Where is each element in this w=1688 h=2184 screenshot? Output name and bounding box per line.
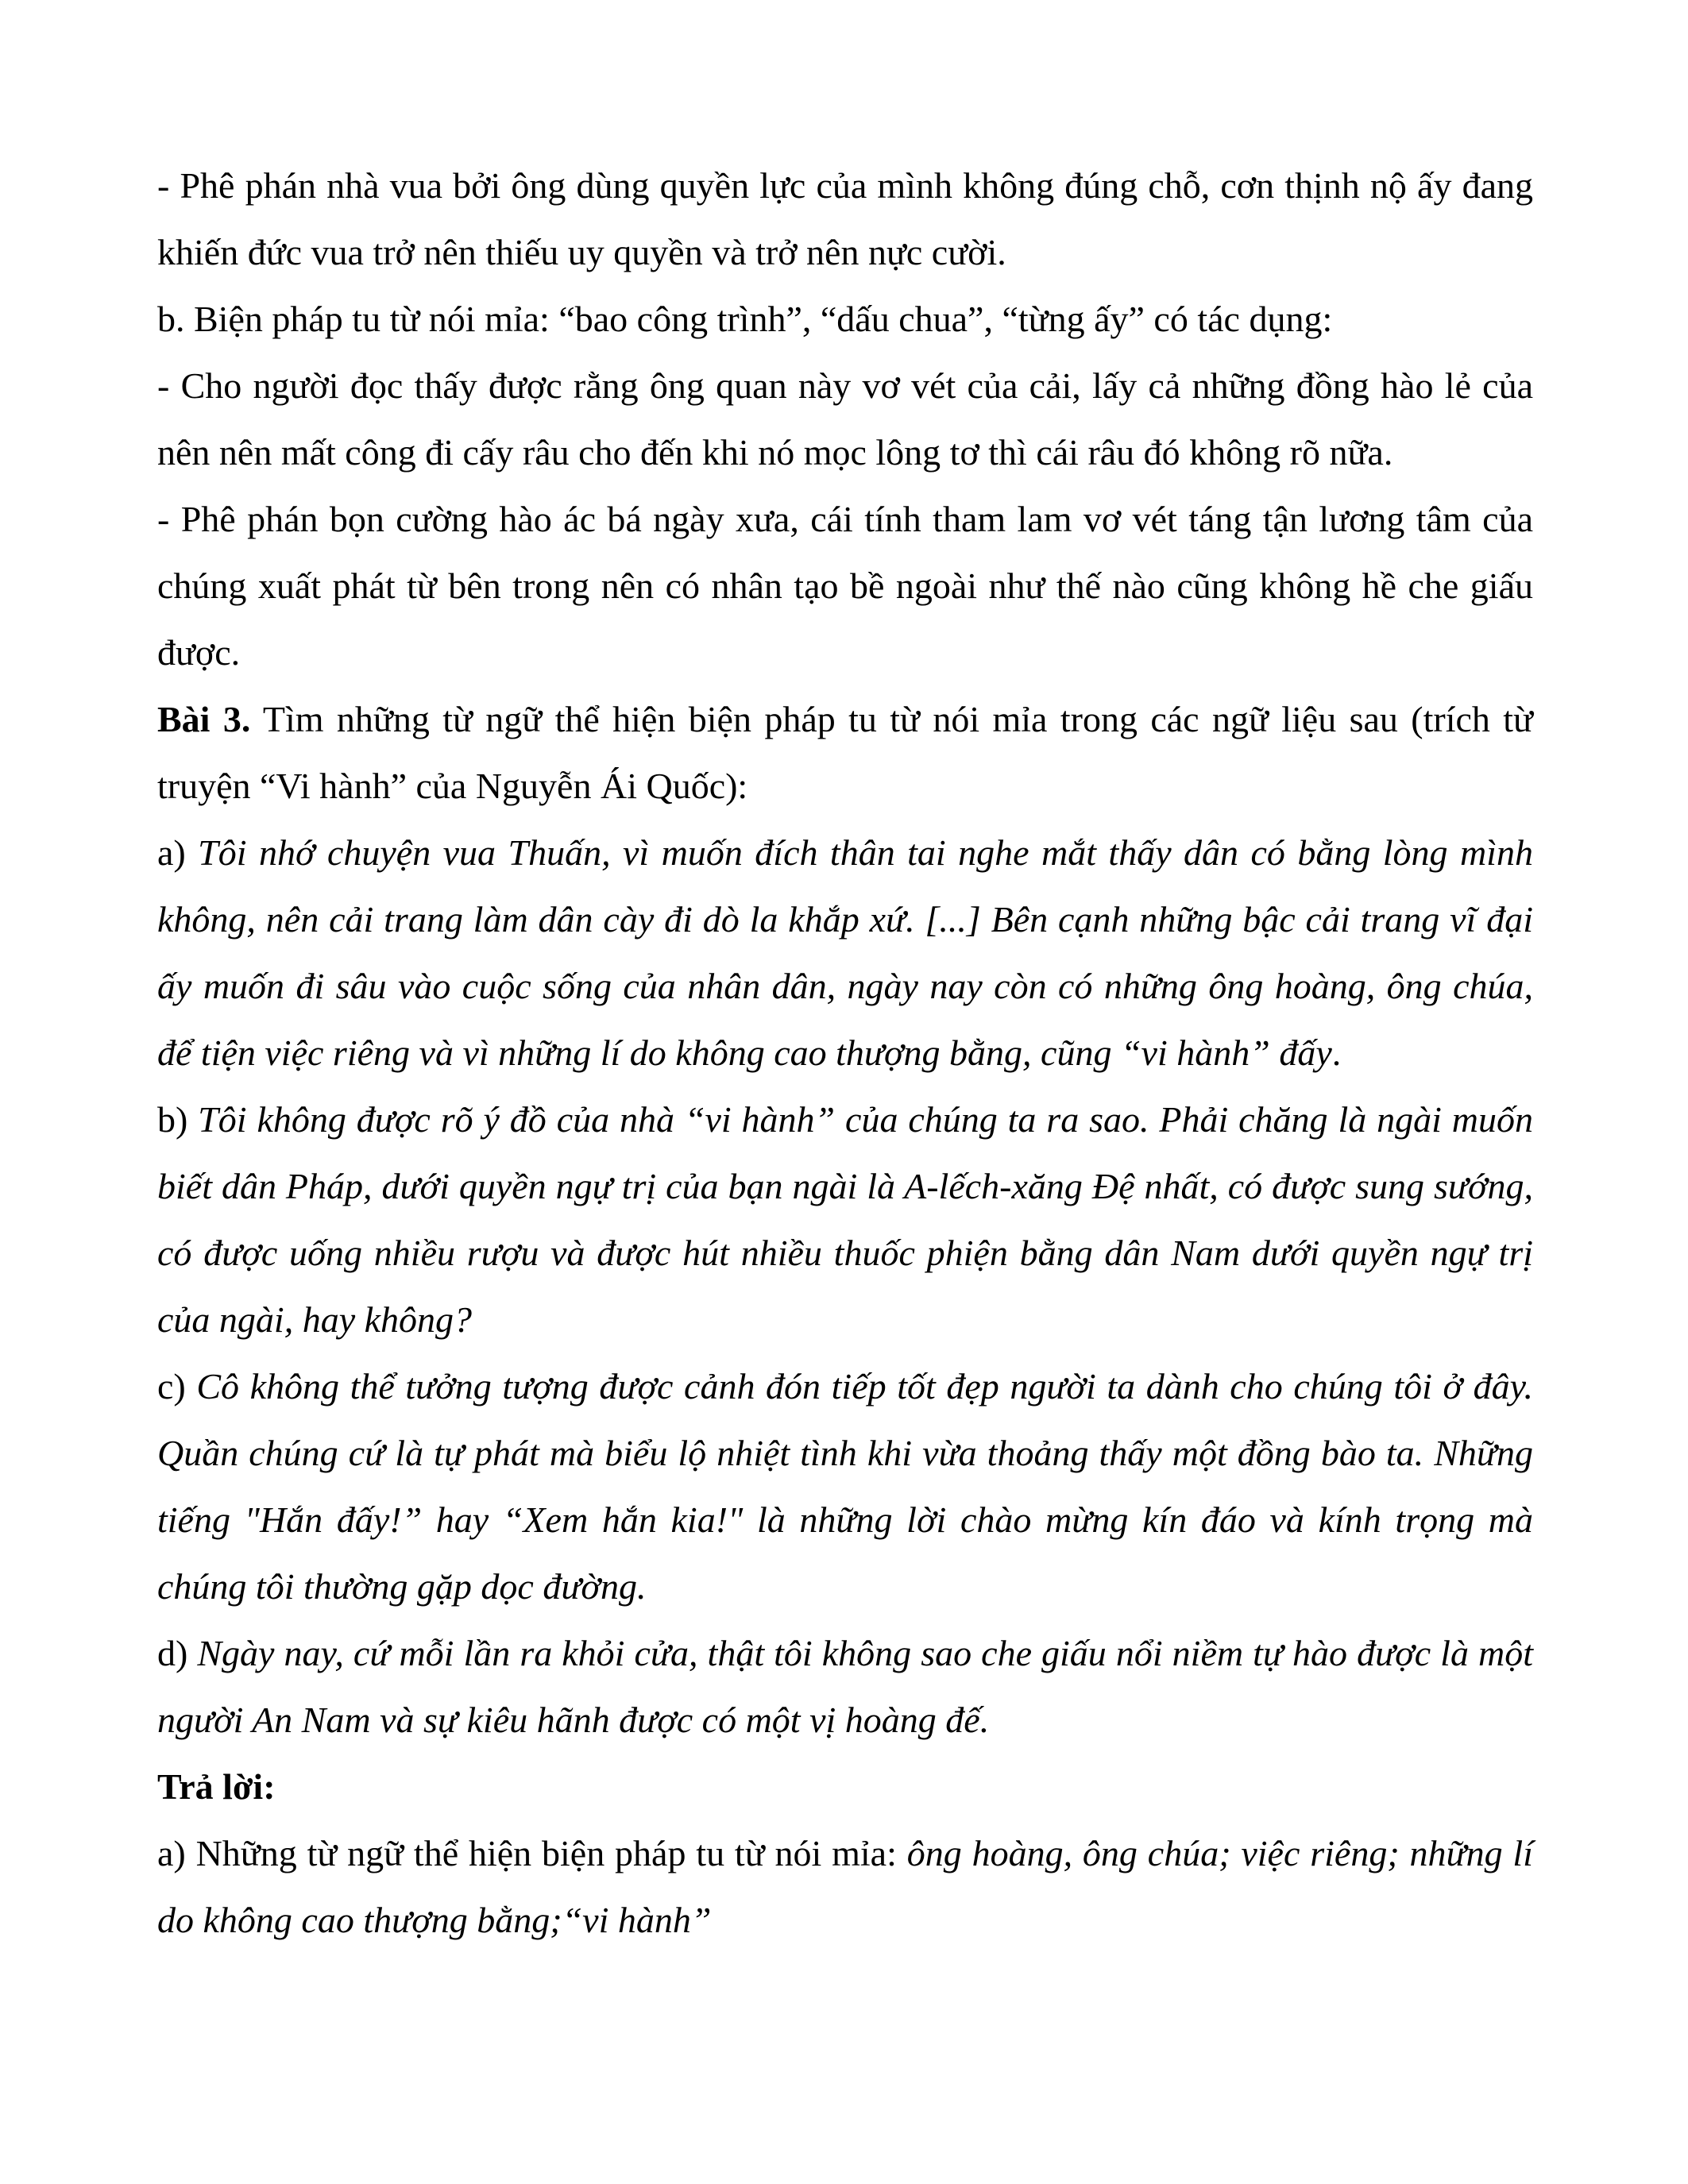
answer-heading [157,1754,1533,1820]
paragraph-text: - Phê phán nhà vua bởi ông dùng quyền lực của mình không đúng chỗ, cơn thịnh nộ ấy đang khiến đức vua trở nên thiếu uy quyền và trở nên nực cười. [157,165,1533,272]
excerpt-a-label: a) [157,832,199,873]
paragraph-text: b. Biện pháp tu từ nói mỉa: “bao công trình”, “dấu chua”, “từng ấy” có tác dụng: [157,299,1333,339]
paragraph-official-greed [157,353,1533,486]
excerpt-c-text: Cô không thể tưởng tượng được cảnh đón tiếp tốt đẹp người ta dành cho chúng tôi ở đây. Quần chúng cứ là tự phát mà biểu lộ nhiệt tình khi vừa thoảng thấy một đồng bào ta. Những tiếng "Hắn đấy!” hay “Xem hắn kia!" là những lời chào mừng kín đáo và kính trọng mà chúng tôi thường gặp dọc đường. [157,1366,1533,1607]
answer-a [157,1820,1533,1954]
excerpt-d-label: d) [157,1633,198,1673]
answer-a-label: a) Những từ ngữ thể hiện biện pháp tu từ nói mỉa: [157,1833,907,1873]
excerpt-b [157,1086,1533,1353]
excerpt-a-text: Tôi nhớ chuyện vua Thuấn, vì muốn đích thân tai nghe mắt thấy dân có bằng lòng mình không, nên cải trang làm dân cày đi dò la khắp xứ. [...] Bên cạnh những bậc cải trang vĩ đại ấy muốn đi sâu vào cuộc sống của nhân dân, ngày nay còn có những ông hoàng, ông chúa, để tiện việc riêng và vì những lí do không cao thượng bằng, cũng “vi hành” đấy [157,832,1533,1073]
answer-a-text: ông hoàng, ông chúa; việc riêng; những lí do không cao thượng bằng;“vi hành” [157,1833,1533,1940]
answer-heading-text: Trả lời: [157,1766,276,1807]
exercise-3-prompt [157,686,1533,820]
excerpt-d-text: Ngày nay, cứ mỗi lần ra khỏi cửa, thật tôi không sao che giấu nổi niềm tự hào được là một người An Nam và sự kiêu hãnh được có một vị hoàng đế. [157,1633,1533,1740]
paragraph-critique-landlords [157,486,1533,686]
paragraph-text: - Cho người đọc thấy được rằng ông quan này vơ vét của cải, lấy cả những đồng hào lẻ của nên nên mất công đi cấy râu cho đến khi nó mọc lông tơ thì cái râu đó không rõ nữa. [157,365,1533,473]
excerpt-b-text: Tôi không được rõ ý đồ của nhà “vi hành” của chúng ta ra sao. Phải chăng là ngài muốn biết dân Pháp, dưới quyền ngự trị của bạn ngài là A-lếch-xăng Đệ nhất, có được sung sướng, có được uống nhiều rượu và được hút nhiều thuốc phiện bằng dân Nam dưới quyền ngự trị của ngài, hay không? [157,1099,1533,1340]
paragraph-b-irony-device [157,286,1533,353]
excerpt-d [157,1620,1533,1754]
excerpt-a [157,820,1533,1086]
excerpt-b-label: b) [157,1099,199,1140]
exercise-3-text: Tìm những từ ngữ thể hiện biện pháp tu từ nói mỉa trong các ngữ liệu sau (trích từ truyện “Vi hành” của Nguyễn Ái Quốc): [157,699,1533,806]
document-page [157,152,1533,1954]
paragraph-critique-king [157,152,1533,286]
excerpt-c-label: c) [157,1366,197,1406]
exercise-3-heading: Bài 3. [157,699,251,739]
paragraph-text: - Phê phán bọn cường hào ác bá ngày xưa, cái tính tham lam vơ vét táng tận lương tâm của chúng xuất phát từ bên trong nên có nhân tạo bề ngoài như thế nào cũng không hề che giấu được. [157,499,1533,673]
excerpt-c [157,1353,1533,1620]
excerpt-a-end: . [1331,1032,1342,1073]
